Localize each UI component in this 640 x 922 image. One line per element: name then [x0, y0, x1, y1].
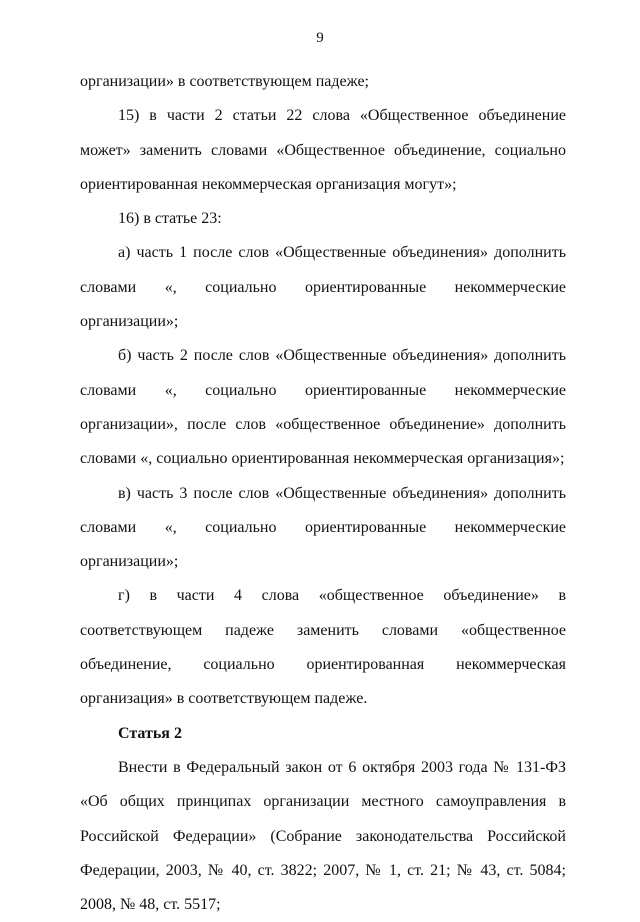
paragraph-item-16: 16) в статье 23: — [118, 210, 222, 228]
paragraph-subitem-v: в) часть 3 после слов «Общественные объединения» дополнить словами «, социально ориентированные некоммерческие организации»; — [80, 484, 566, 571]
paragraph-subitem-a: а) часть 1 после слов «Общественные объединения» дополнить словами «, социально ориентированные некоммерческие организации»; — [80, 244, 566, 331]
paragraph-subitem-b: б) часть 2 после слов «Общественные объединения» дополнить словами «, социально ориентированные некоммерческие организации», после слов «общественное объединение» дополнить словами «, социально ориентированная некоммерческая организация»; — [80, 347, 566, 468]
paragraph-item-15: 15) в части 2 статьи 22 слова «Общественное объединение может» заменить словами «Общественное объединение, социально ориентированная некоммерческая организация могут»; — [80, 107, 566, 193]
paragraph-subitem-g: г) в части 4 слова «общественное объединение» в соответствующем падеже заменить словами «общественное объединение, социально ориентированная некоммерческая организация» в соответствующем падеже. — [80, 587, 566, 708]
page-number: 9 — [316, 30, 324, 46]
article-paragraph: Внести в Федеральный закон от 6 октября 2003 года № 131-ФЗ «Об общих принципах организации местного самоуправления в Российской Федерации» (Собрание законодательства Российской Федерации, 2003, № 40, ст. 3822; 2007, № 1, ст. 21; № 43, ст. 5084; 2008, № 48, ст. 5517; — [80, 758, 566, 914]
document-body — [80, 65, 566, 922]
paragraph-continuation: организации» в соответствующем падеже; — [80, 73, 369, 90]
article-heading: Статья 2 — [118, 724, 182, 742]
